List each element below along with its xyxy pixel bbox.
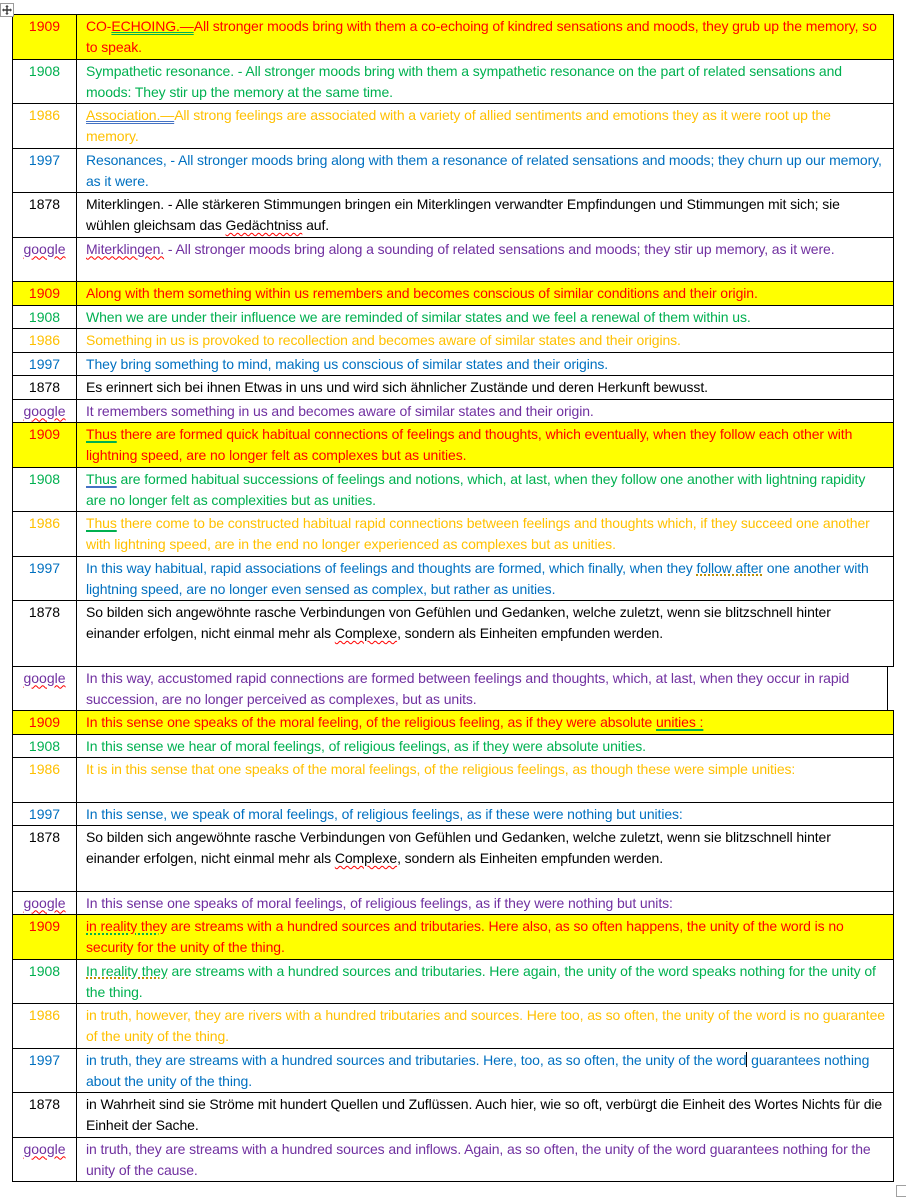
row-label-cell[interactable] [13,238,77,282]
row-label: 1986 [28,107,61,123]
text-segment: Gedächtniss [225,217,303,233]
text-segment: Something in us is provoked to recollection and becomes aware of similar states and their origins. [86,332,681,348]
table-row [12,915,894,960]
text-segment: in reality they [86,918,167,934]
row-text-cell[interactable] [77,915,893,959]
table-row [12,557,894,602]
row-text-cell[interactable] [77,1093,893,1137]
text-segment: It is in this sense that one speaks of the moral feelings, of the religious feelings, as though these were simple unities: [86,761,796,777]
text-segment: In this sense one speaks of moral feelings, of religious feelings, as if they were nothing but units: [86,894,673,911]
row-label: 1986 [28,1007,61,1023]
text-segment: So bilden sich angewöhnte rasche Verbindungen von Gefühlen und Gedanken, welche zuletzt, wenn sie blitzschnell hinter einander erfolgen, nicht einmal mehr als [86,829,831,866]
text-segment: Thus [86,426,117,442]
table-row [12,376,894,400]
row-text-cell[interactable] [77,400,893,423]
text-segment: ECHOING.— [111,18,194,34]
row-label: 1878 [28,1096,61,1112]
text-segment: unities : [655,714,704,730]
text-segment: So bilden sich angewöhnte rasche Verbindungen von Gefühlen und Gedanken, welche zuletzt, wenn sie blitzschnell hinter einander erfolgen, nicht einmal mehr als [86,604,831,641]
row-label: google [23,402,66,419]
text-segment: - All stronger moods bring along a sounding of related sensations and moods; they stir up memory, as it were. [164,240,835,257]
text-segment: follow after [696,559,763,576]
text-segment: In this way habitual, rapid associations of feelings and thoughts are formed, which finally, when they [86,559,697,576]
text-segment: In this sense one speaks of the moral feeling, of the religious feeling, as if they were absolute [86,714,656,730]
row-label: 1909 [28,426,61,442]
four-way-arrow-icon [2,5,12,15]
row-label: 1878 [28,196,61,212]
row-label-cell[interactable] [13,149,77,193]
row-label-cell[interactable] [13,1138,77,1182]
table-row [12,711,894,735]
row-label-cell[interactable] [13,1004,77,1048]
row-text-cell[interactable] [77,329,893,352]
table-row [12,353,894,377]
table-row [12,306,894,330]
text-segment: Along with them something within us remembers and becomes conscious of similar conditions and their origin. [86,285,758,301]
table-row [12,15,894,60]
row-label-cell[interactable] [13,1049,77,1093]
text-segment: there come to be constructed habitual rapid connections between feelings and thoughts which, if they succeed one another with lightning speed, are in the end no longer experienced as complexes but as unities. [86,515,870,552]
row-text-cell[interactable] [77,193,893,237]
table-row [12,892,894,916]
text-segment: Complexe [334,850,398,866]
row-label: 1908 [28,962,61,979]
text-segment: Complexe [334,625,398,641]
row-text-cell[interactable] [77,892,893,915]
text-segment: Miterklingen. [86,240,165,257]
text-segment: It remembers something in us and becomes aware of similar states and their origin. [86,402,594,419]
row-label: 1997 [28,355,61,372]
row-label-cell[interactable] [13,423,77,467]
text-segment: Es erinnert sich bei ihnen Etwas in uns und wird sich ähnlicher Zustände und deren Herkunft bewusst. [86,379,708,395]
row-label-cell[interactable] [13,15,77,59]
row-label: 1908 [28,470,61,487]
table-row [12,1004,894,1049]
row-label-cell[interactable] [13,376,77,399]
row-label: 1878 [28,379,61,395]
text-segment: , sondern als Einheiten empfunden werden. [397,625,664,641]
table-move-handle[interactable] [0,3,14,17]
table-resize-handle[interactable] [896,1185,906,1197]
row-label: 1997 [28,1051,61,1068]
table-row [12,60,894,105]
table-row [12,601,894,667]
text-segment: When we are under their influence we are reminded of similar states and we feel a renewal of them within us. [86,308,751,325]
row-text-cell[interactable] [77,353,893,376]
row-label: 1986 [28,761,61,777]
row-label-cell[interactable] [13,557,77,601]
row-label: 1909 [28,285,61,301]
row-label-cell[interactable] [13,1093,77,1137]
row-label: 1878 [28,829,61,845]
text-segment: in truth, they are streams with a hundred sources and inflows. Again, as so often, the unity of the word guarantees nothing for the unity of the cause. [86,1140,871,1178]
row-text-cell[interactable] [77,149,893,193]
table-row [12,735,894,759]
row-text-cell[interactable] [77,758,893,802]
table-row [12,400,894,424]
table-row [12,282,894,306]
table-row [12,238,894,283]
table-row [12,512,894,557]
table-row [12,1049,894,1094]
text-segment: In reality they [86,962,168,979]
row-text-cell[interactable] [77,667,894,711]
row-label: 1909 [28,714,61,730]
row-label-cell[interactable] [13,193,77,237]
row-text-cell[interactable] [77,104,893,148]
row-label: 1997 [28,151,61,168]
table-row [12,468,894,513]
row-label: 1908 [28,308,61,325]
table-row [12,1093,894,1138]
row-label: 1986 [28,515,61,531]
row-label-cell[interactable] [13,735,77,758]
row-label-cell[interactable] [13,960,77,1004]
row-label: 1908 [28,737,61,754]
table-row [12,104,894,149]
text-segment: in truth, however, they are rivers with a hundred tributaries and sources. Here too, as so often, the unity of the word is no guarantee of the unity of the thing. [86,1007,885,1044]
text-segment: , sondern als Einheiten empfunden werden. [397,850,664,866]
row-label-cell[interactable] [13,400,77,423]
row-label-cell[interactable] [13,60,77,104]
text-segment: Association.— [86,107,175,123]
text-segment: In this way, accustomed rapid connections are formed between feelings and thoughts, which, at last, when they occur in rapid succession, are no longer perceived as complexes, but as units. [86,669,850,707]
row-label-cell[interactable] [13,758,77,802]
row-text-cell[interactable] [77,803,893,826]
row-text-cell[interactable] [77,423,893,467]
row-label-cell[interactable] [13,892,77,915]
text-segment: All strong feelings are associated with a variety of allied sentiments and emotions they as it were root up the memory. [86,107,831,144]
row-text-cell[interactable] [77,238,893,282]
row-text-cell[interactable] [77,960,893,1004]
row-text-cell[interactable] [77,735,893,758]
text-segment: They bring something to mind, making us conscious of similar states and their origins. [86,355,609,372]
row-label-cell[interactable] [13,711,77,734]
text-segment: Thus [86,470,117,487]
row-label: google [23,894,66,911]
row-label-cell[interactable] [13,667,77,711]
text-segment: In this sense we hear of moral feelings, of religious feelings, as if they were absolute unities. [86,737,646,754]
text-segment: guarantees nothing about the unity of the thing. [86,1051,870,1089]
row-label: 1909 [28,18,61,34]
table-row [12,960,894,1005]
text-segment: in truth, they are streams with a hundred sources and tributaries. Here, too, as so often, the unity of the word [86,1051,747,1068]
table-row [12,329,894,353]
row-label-cell[interactable] [13,353,77,376]
row-text-cell[interactable] [77,376,893,399]
text-segment: In this sense, we speak of moral feelings, of religious feelings, as if these were nothing but unities: [86,805,683,822]
text-segment: are streams with a hundred sources and tributaries. Here again, the unity of the word speaks nothing for the unity of the thing. [86,962,876,1000]
row-text-cell[interactable] [77,282,893,305]
text-segment: Sympathetic resonance. - All stronger moods bring with them a sympathetic resonance on the part of related sensations and moods: They stir up the memory at the same time. [86,62,842,100]
table-row [12,803,894,827]
comparison-table [12,14,894,1182]
row-text-cell[interactable] [77,15,893,59]
row-text-cell[interactable] [77,60,893,104]
row-label: 1997 [28,559,61,576]
row-text-cell[interactable] [77,1004,893,1048]
text-segment: are formed habitual successions of feelings and notions, which, at last, when they follow one another with lightning rapidity are no longer felt as complexities but as unities. [86,470,866,508]
row-text-cell[interactable] [77,826,893,891]
row-text-cell[interactable] [77,601,893,666]
row-text-cell[interactable] [77,711,893,734]
text-segment: All stronger moods bring with them a co-echoing of kindred sensations and moods, they grub up the memory, so to speak. [86,18,877,55]
row-label-cell[interactable] [13,826,77,891]
text-segment: one another with lightning speed, are no longer even sensed as complex, but rather as unities. [86,559,869,597]
table-row [12,826,894,892]
text-segment: are streams with a hundred sources and tributaries. Here also, as so often happens, the unity of the word is no security for the unity of the thing. [86,918,844,955]
row-text-cell[interactable] [77,557,893,601]
row-label-cell[interactable] [13,306,77,329]
row-label: 1986 [28,332,61,348]
row-text-cell[interactable] [77,468,893,512]
row-label-cell[interactable] [13,282,77,305]
text-segment: auf. [302,217,330,233]
text-segment: Miterklingen. - Alle stärkeren Stimmungen bringen ein Miterklingen verwandter Empfindungen und Stimmungen mit sich; sie wühlen gleichsam das [86,196,840,233]
table-row [12,193,894,238]
row-label: google [23,669,66,686]
row-label: google [23,240,66,257]
row-label: 1878 [28,604,61,620]
row-label-cell[interactable] [13,803,77,826]
table-row [12,1138,894,1183]
row-label: 1909 [28,918,61,934]
table-row [12,423,894,468]
row-label: 1997 [28,805,61,822]
row-label-cell[interactable] [13,512,77,556]
row-label: 1908 [28,62,61,79]
text-segment: there are formed quick habitual connections of feelings and thoughts, which eventually, when they follow each other with lightning speed, are no longer felt as complexes but as unities. [86,426,853,463]
row-label-cell[interactable] [13,915,77,959]
row-label-cell[interactable] [13,329,77,352]
row-label-cell[interactable] [13,104,77,148]
row-label-cell[interactable] [13,468,77,512]
row-label-cell[interactable] [13,601,77,666]
table-row [12,149,894,194]
text-segment: CO- [86,18,112,34]
text-segment: in Wahrheit sind sie Ströme mit hundert Quellen und Zuflüssen. Auch hier, wie so oft, verbürgt die Einheit des Wortes Nichts für die Einheit der Sache. [86,1096,883,1133]
table-row [12,667,894,712]
text-segment: Thus [86,515,117,531]
text-segment: Resonances, - All stronger moods bring along with them a resonance of related sensations and moods; they churn up our memory, as it were. [86,151,882,189]
row-text-cell[interactable] [77,1138,893,1182]
table-row [12,758,894,803]
row-label: google [23,1140,66,1157]
row-text-cell[interactable] [77,512,893,556]
row-text-cell[interactable] [77,1049,893,1093]
row-text-cell[interactable] [77,306,893,329]
